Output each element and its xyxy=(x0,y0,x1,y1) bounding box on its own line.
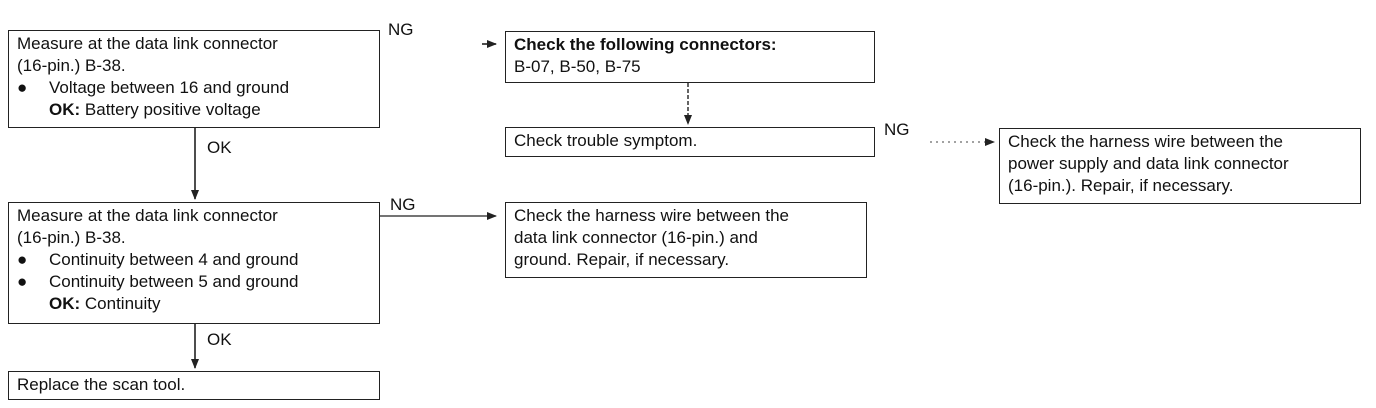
box1-ok-text: Battery positive voltage xyxy=(80,100,261,119)
box1-line1: Measure at the data link connector xyxy=(17,34,278,53)
bullet-icon: ● xyxy=(17,250,28,269)
box1-ok-line xyxy=(17,99,371,121)
bullet-icon: ● xyxy=(17,272,28,291)
measure-voltage-box xyxy=(8,30,380,128)
check-connectors-box xyxy=(505,31,875,83)
box2-bullet-2-text: Continuity between 5 and ground xyxy=(49,272,299,291)
box4-line2: B-07, B-50, B-75 xyxy=(514,57,641,76)
box6-line2: data link connector (16-pin.) and xyxy=(514,228,758,247)
box6-line3: ground. Repair, if necessary. xyxy=(514,250,730,269)
box7-line2: power supply and data link connector xyxy=(1008,154,1289,173)
box2-line2: (16-pin.) B-38. xyxy=(17,228,126,247)
box2-line1: Measure at the data link connector xyxy=(17,206,278,225)
ng-label-1: NG xyxy=(388,20,414,39)
replace-scan-tool-box xyxy=(8,371,380,400)
ok-label-1: OK xyxy=(207,138,232,157)
box2-ok-line xyxy=(17,293,371,315)
harness-wire-ground-box xyxy=(505,202,867,278)
box2-ok-label: OK: xyxy=(49,294,81,313)
box1-bullet-1-text: Voltage between 16 and ground xyxy=(49,78,290,97)
check-trouble-symptom-box xyxy=(505,127,875,157)
box1-ok-label: OK: xyxy=(49,100,81,119)
box7-line3: (16-pin.). Repair, if necessary. xyxy=(1008,176,1234,195)
box6-line1: Check the harness wire between the xyxy=(514,206,789,225)
box2-bullet-2 xyxy=(17,271,371,293)
ok-label-2: OK xyxy=(207,330,232,349)
box2-bullet-1-text: Continuity between 4 and ground xyxy=(49,250,299,269)
box3-text: Replace the scan tool. xyxy=(17,375,186,394)
box4-title xyxy=(514,34,866,56)
box2-bullet-1 xyxy=(17,249,371,271)
bullet-icon: ● xyxy=(17,78,28,97)
measure-continuity-box xyxy=(8,202,380,324)
harness-wire-power-box xyxy=(999,128,1361,204)
box4-title-text: Check the following connectors: xyxy=(514,35,777,54)
box7-line1: Check the harness wire between the xyxy=(1008,132,1283,151)
ng-label-3: NG xyxy=(884,120,910,139)
box1-bullet-1 xyxy=(17,77,371,99)
box2-ok-text: Continuity xyxy=(80,294,161,313)
ng-label-2: NG xyxy=(390,195,416,214)
box1-line2: (16-pin.) B-38. xyxy=(17,56,126,75)
box5-text: Check trouble symptom. xyxy=(514,131,698,150)
